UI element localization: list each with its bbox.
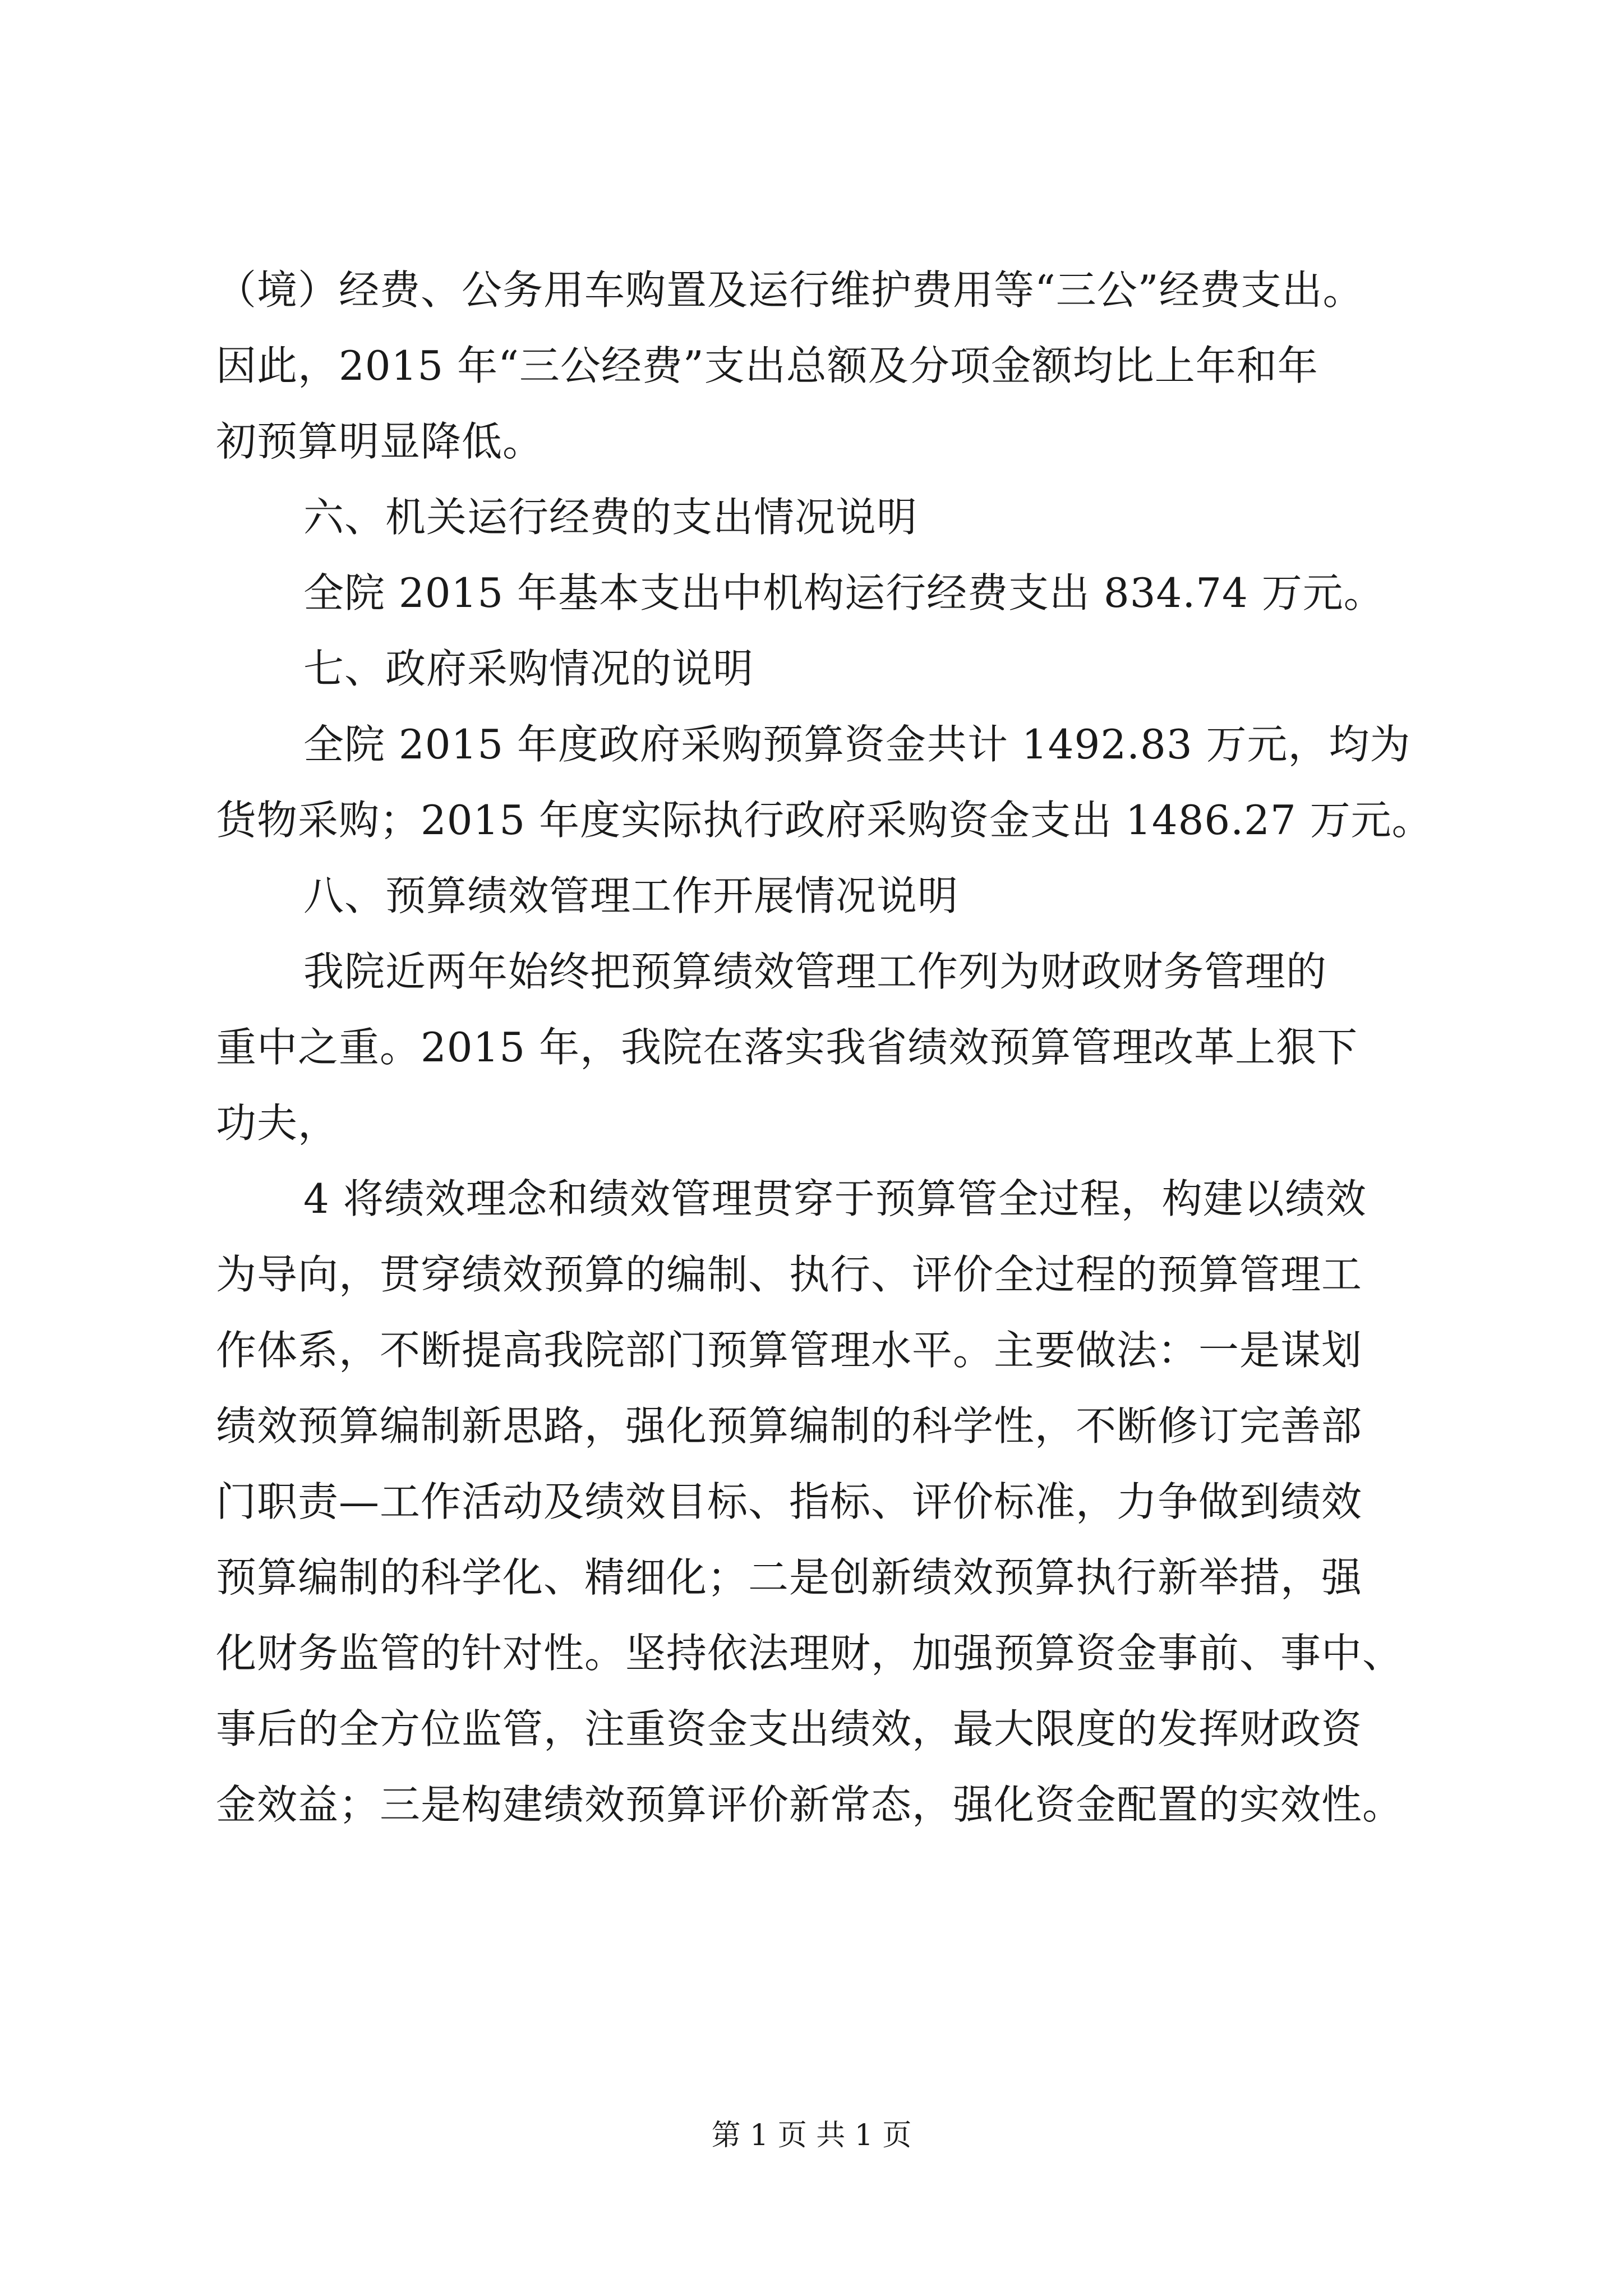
section-heading: 七、政府采购情况的说明 (303, 645, 754, 692)
text-line: （境）经费、公务用车购置及运行维护费用等“三公”经费支出。 (216, 266, 1364, 314)
text-line: 事后的全方位监管，注重资金支出绩效，最大限度的发挥财政资 (216, 1705, 1363, 1752)
section-heading: 六、机关运行经费的支出情况说明 (303, 494, 918, 541)
text-line: 金效益；三是构建绩效预算评价新常态，强化资金配置的实效性。 (216, 1781, 1404, 1828)
section-heading: 八、预算绩效管理工作开展情况说明 (303, 872, 959, 919)
document-body (216, 252, 1433, 1843)
page-number-footer: 第 1 页 共 1 页 (711, 2119, 912, 2152)
text-line: 门职责—工作活动及绩效目标、指标、评价标准，力争做到绩效 (216, 1478, 1363, 1525)
text-line: 我院近两年始终把预算绩效管理工作列为财政财务管理的 (303, 948, 1327, 995)
text-line: 为导向，贯穿绩效预算的编制、执行、评价全过程的预算管理工 (216, 1251, 1363, 1298)
text-line: 因此，2015 年“三公经费”支出总额及分项金额均比上年和年 (216, 342, 1318, 389)
text-line: 作体系，不断提高我院部门预算管理水平。主要做法：一是谋划 (216, 1327, 1363, 1374)
text-line: 功夫， (216, 1099, 339, 1147)
text-line: 全院 2015 年基本支出中机构运行经费支出 834.74 万元。 (303, 569, 1385, 616)
text-line: 绩效预算编制新思路，强化预算编制的科学性，不断修订完善部 (216, 1402, 1363, 1450)
text-line: 重中之重。2015 年，我院在落实我省绩效预算管理改革上狠下 (216, 1024, 1358, 1071)
text-line: 货物采购；2015 年度实际执行政府采购资金支出 1486.27 万元。 (216, 797, 1433, 844)
text-line: 预算编制的科学化、精细化；二是创新绩效预算执行新举措，强 (216, 1554, 1363, 1601)
text-line: 初预算明显降低。 (216, 418, 544, 465)
text-line: 4 将绩效理念和绩效管理贯穿于预算管全过程，构建以绩效 (303, 1175, 1367, 1222)
text-line: 全院 2015 年度政府采购预算资金共计 1492.83 万元，均为 (303, 721, 1411, 768)
text-line: 化财务监管的针对性。坚持依法理财，加强预算资金事前、事中、 (216, 1630, 1404, 1677)
